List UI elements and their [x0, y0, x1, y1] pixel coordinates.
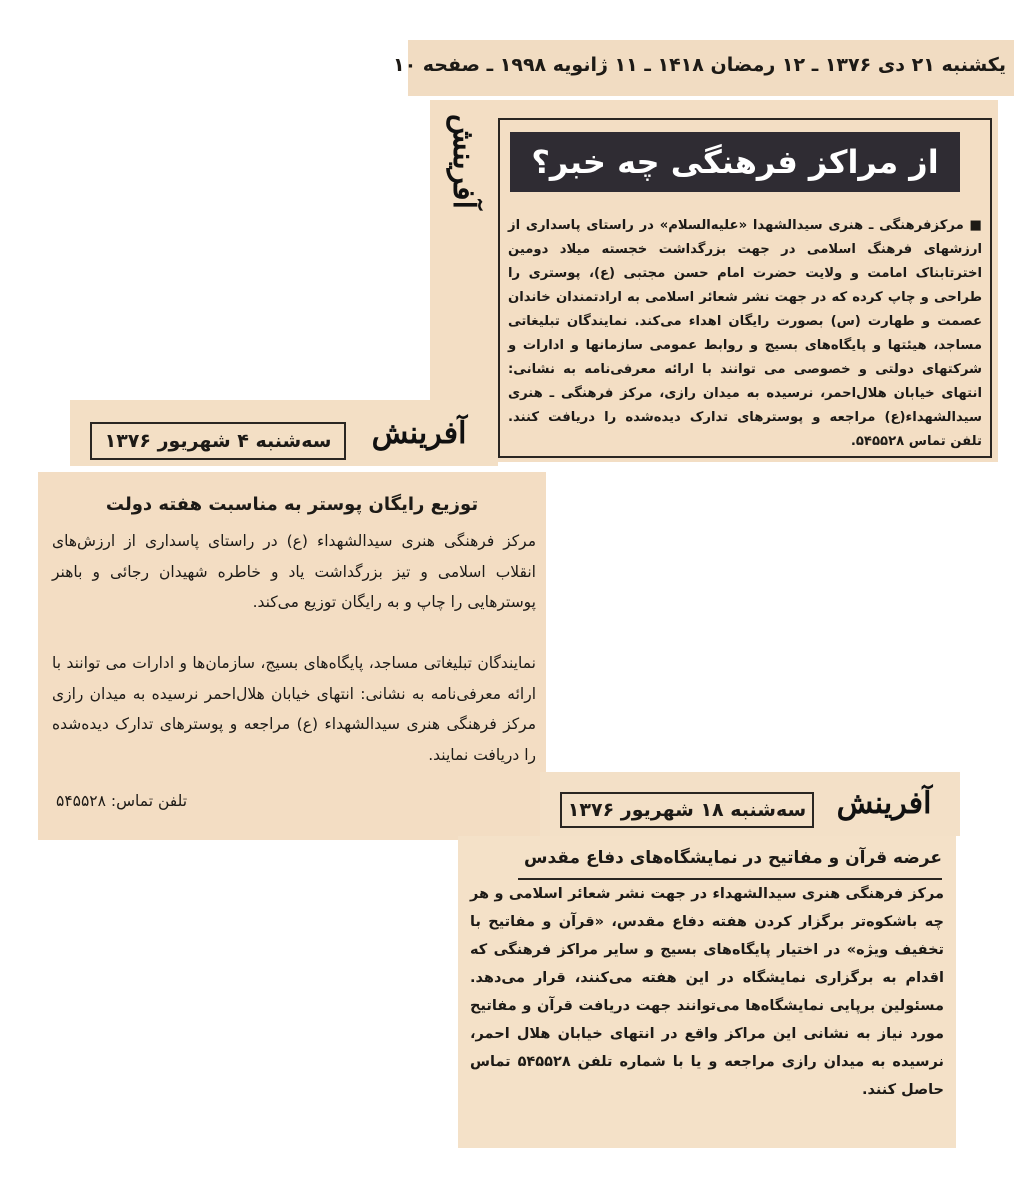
- clip2-header: [70, 400, 498, 466]
- clip2-paragraph-1: مرکز فرهنگی هنری سیدالشهداء (ع) در راستای پاسداری از ارزش‌های انقلاب اسلامی و تیز بزرگداشت یاد و خاطره شهیدان رجائی و باهنر پوسترهایی را چاپ و به رایگان توزیع می‌کند.: [52, 532, 536, 611]
- clip3-header: [540, 772, 960, 836]
- clip1-newspaper-logo: آفرینش: [445, 113, 481, 209]
- clip2-date: سه‌شنبه ۴ شهریور ۱۳۷۶: [90, 422, 346, 460]
- clip1-date-line: یکشنبه ۲۱ دی ۱۳۷۶ ـ ۱۲ رمضان ۱۴۱۸ ـ ۱۱ ژانویه ۱۹۹۸ ـ صفحه ۱۰: [392, 54, 1006, 76]
- clip1-frame: [498, 118, 992, 458]
- clip2-title: توزیع رایگان پوستر به مناسبت هفته دولت: [105, 494, 479, 515]
- clip2-article: [38, 472, 546, 840]
- clip2-newspaper-logo: آفرینش: [371, 415, 467, 451]
- clip1-headline: از مراکز فرهنگی چه خبر؟: [510, 132, 960, 192]
- clip1-date-strip: [392, 40, 1014, 96]
- clip2-paragraph-2: نمایندگان تبلیغاتی مساجد، پایگاه‌های بسیج، سازمان‌ها و ادارات می توانند با ارائه معرفی‌نامه به نشانی: انتهای خیابان هلال‌احمر نرسیده به میدان رازی مرکز فرهنگی هنری سیدالشهداء (ع) مراجعه و پوسترهای تدارک دیده‌شده را دریافت نمایند.: [52, 654, 536, 764]
- clip3-newspaper-logo: آفرینش: [836, 785, 932, 821]
- clip3-body-text: مرکز فرهنگی هنری سیدالشهداء در جهت نشر شعائر اسلامی و هر چه باشکوه‌تر برگزار کردن هفته دفاع مقدس، «قرآن و مفاتیح با تخفیف ویژه» در اختیار پایگاه‌های بسیج و سایر مراکز فرهنگی که اقدام به برگزاری نمایشگاه در این هفته می‌کنند، قرار می‌دهد. مسئولین برپایی نمایشگاه‌ها می‌توانند جهت دریافت قرآن و مفاتیح مورد نیاز به نشانی این مراکز واقع در انتهای خیابان هلال احمر، نرسیده به میدان رازی مراجعه و یا با شماره تلفن ۵۴۵۵۲۸ تماس حاصل کنند.: [470, 886, 944, 1098]
- clip3-title: عرضه قرآن و مفاتیح در نمایشگاه‌های دفاع مقدس: [518, 848, 942, 880]
- clip2-phone: تلفن تماس: ۵۴۵۵۲۸: [56, 792, 188, 810]
- clip1-article: [430, 100, 998, 462]
- clip1-body-text: ■ مرکزفرهنگی ـ هنری سیدالشهدا «علیه‌السلام» در راستای پاسداری از ارزشهای فرهنگ اسلامی در جهت بزرگداشت خجسته میلاد دومین اخترتابناک امامت و ولایت حضرت امام حسن مجتبی (ع)، پوستری را طراحی و چاپ کرده که در جهت نشر شعائر اسلامی به ارادتمندان خاندان عصمت و طهارت (س) بصورت رایگان اهداء می‌کند. نمایندگان تبلیغاتی مساجد، هیئتها و پایگاه‌های بسیج و روابط عمومی سازمانها و ادارات و شرکتهای دولتی و خصوصی می توانند با ارائه معرفی‌نامه به نشانی: انتهای خیابان هلال‌احمر، نرسیده به میدان رازی، مرکز فرهنگی ـ هنری سیدالشهداء(ع) مراجعه و پوسترهای تدارک دیده‌شده را دریافت کنند. تلفن تماس ۵۴۵۵۲۸.: [508, 218, 982, 449]
- clip3-date: سه‌شنبه ۱۸ شهریور ۱۳۷۶: [560, 792, 814, 828]
- clip3-article: [458, 836, 956, 1148]
